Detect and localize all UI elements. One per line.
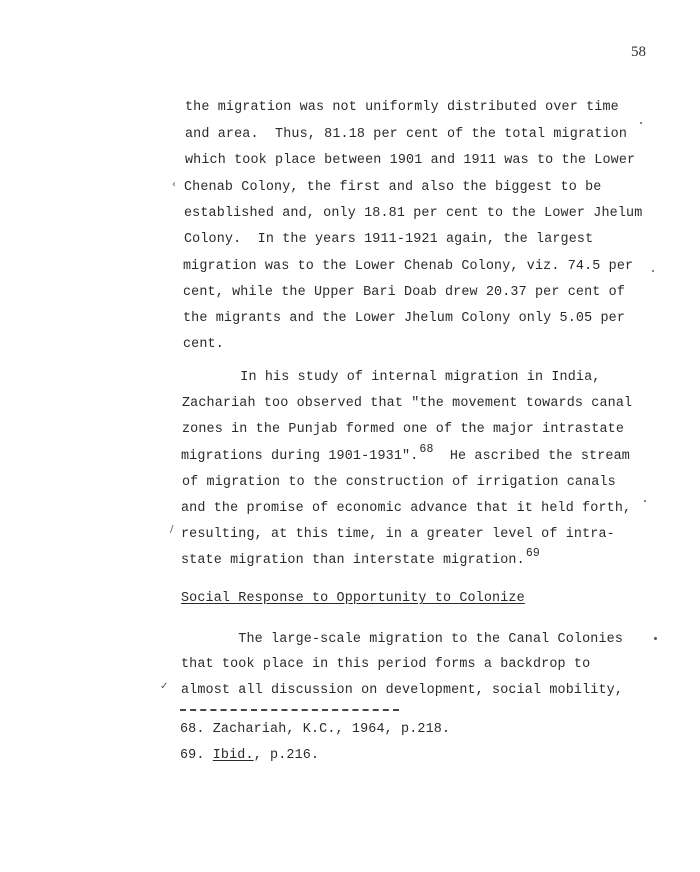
footnote-text: , p.216. — [253, 748, 320, 763]
text-line: established and, only 18.81 per cent to the Lower Jhelum — [184, 206, 643, 221]
text-line: that took place in this period forms a backdrop to — [181, 657, 591, 672]
text-segment: state migration than interstate migration. — [181, 553, 525, 568]
footnote-number: 68. — [180, 722, 205, 737]
scan-speck — [652, 270, 654, 272]
text-line: zones in the Punjab formed one of the major intrastate — [182, 422, 625, 437]
text-line: almost all discussion on development, social mobility, — [181, 683, 624, 698]
text-line: The large-scale migration to the Canal Colonies — [181, 632, 624, 647]
footnote-number: 69. — [180, 748, 205, 763]
section-heading: Social Response to Opportunity to Colonize — [181, 591, 525, 606]
scan-speck — [644, 500, 646, 502]
text-line: cent. — [183, 337, 224, 352]
text-line: the migrants and the Lower Jhelum Colony only 5.05 per — [183, 311, 626, 326]
text-line: In his study of internal migration in India, — [183, 370, 601, 385]
page-number: 58 — [631, 44, 646, 60]
text-line: cent, while the Upper Bari Doab drew 20.37 per cent of — [183, 285, 626, 300]
text-line: Zachariah too observed that "the movement towards canal — [182, 396, 633, 411]
text-line: Chenab Colony, the first and also the biggest to be — [184, 180, 602, 195]
footnote-text: Zachariah, K.C., 1964, p.218. — [212, 722, 451, 737]
text-line: resulting, at this time, in a greater level of intra- — [181, 527, 615, 542]
footnote-ref-68: 68 — [419, 443, 434, 456]
margin-mark: / — [170, 524, 174, 535]
footnote-69 — [180, 748, 319, 764]
footnote-68 — [180, 722, 450, 738]
text-segment: migrations during 1901-1931". — [181, 449, 419, 464]
margin-mark: ✓ — [160, 681, 169, 692]
scan-speck — [640, 122, 642, 124]
text-line: Colony. In the years 1911-1921 again, the largest — [184, 232, 594, 247]
margin-mark: ‹ — [172, 179, 176, 190]
scan-speck — [654, 637, 657, 640]
text-line: and the promise of economic advance that it held forth, — [181, 501, 632, 516]
footnote-ibid: Ibid. — [212, 748, 254, 763]
text-segment: He ascribed the stream — [433, 449, 630, 464]
text-line: and area. Thus, 81.18 per cent of the total migration — [185, 127, 628, 142]
text-line: of migration to the construction of irrigation canals — [182, 475, 616, 490]
footnote-ref-69: 69 — [525, 547, 540, 560]
text-line: which took place between 1901 and 1911 was to the Lower — [185, 153, 636, 168]
text-line: the migration was not uniformly distributed over time — [185, 100, 619, 115]
text-line — [181, 443, 630, 465]
text-line — [181, 547, 540, 569]
text-line: migration was to the Lower Chenab Colony, viz. 74.5 per — [183, 259, 634, 274]
footnote-separator — [180, 709, 399, 711]
